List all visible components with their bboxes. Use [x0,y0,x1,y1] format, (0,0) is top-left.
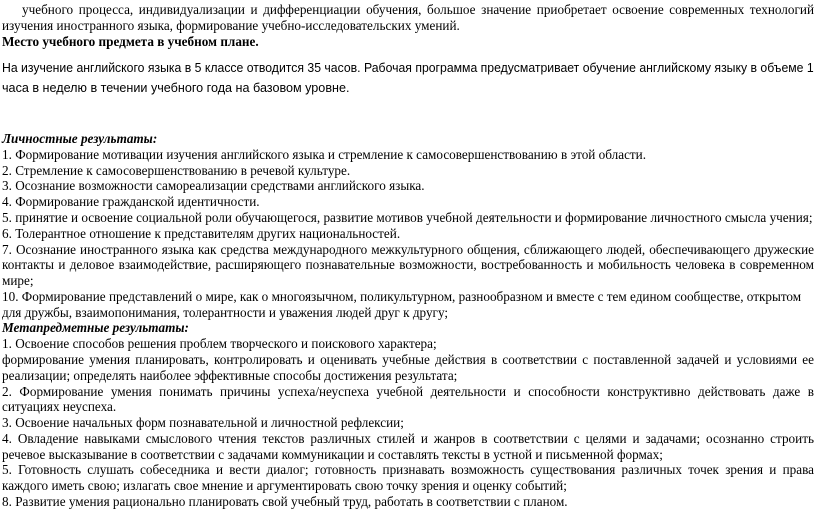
personal-item-4: 4. Формирование гражданской идентичности. [2,194,260,210]
intro-line-2: изучения иностранного языка, формирование учебно-исследовательских умений. [2,17,460,33]
personal-item-2: 2. Стремление к самосовершенствованию в речевой культуре. [2,162,351,178]
personal-item-10-line-1: 10. Формирование представлений о мире, как о многоязычном, поликультурном, разнообразном и вместе с тем едином сообществе, открытом [2,288,802,304]
place-text-line-2: часа в неделю в течении учебного года на базовом уровне. [2,81,350,95]
personal-item-5: 5. принятие и освоение социальной роли обучающегося, развитие мотивов учебной деятельности и формирование личностного смысла учения; [2,209,813,225]
place-heading: Место учебного предмета в учебном плане. [2,33,259,49]
personal-item-1: 1. Формирование мотивации изучения английского языка и стремление к самосовершенствованию в этой области. [2,146,647,162]
meta-results-heading: Метапредметные результаты: [2,320,189,336]
meta-item-1-planning-line-2: реализации; определять наиболее эффективные способы достижения результата; [2,367,458,383]
personal-item-10-line-2: для дружбы, взаимопонимания, толерантности и уважения людей друг к другу; [2,304,449,320]
meta-item-1-planning-line-1: формирование умения планировать, контролировать и оценивать учебные действия в соответствии с поставленной задачей и условиями ее [2,351,814,367]
meta-item-5-line-1: 5. Готовность слушать собеседника и вести диалог; готовность признавать возможность существования различных точек зрения и права [2,462,814,478]
meta-item-5-line-2: каждого иметь свою; излагать свое мнение и аргументировать свою точку зрения и оценку событий; [2,478,567,494]
personal-results-heading: Личностные результаты: [2,131,158,146]
meta-item-1: 1. Освоение способов решения проблем творческого и поискового характера; [2,336,437,352]
personal-item-3: 3. Осознание возможности самореализации средствами английского языка. [2,178,425,194]
meta-item-8: 8. Развитие умения рационально планировать свой учебный труд, работать в соответствии с планом. [2,494,568,509]
meta-item-2-line-1: 2. Формирование умения понимать причины успеха/неуспеха учебной деятельности и способности конструктивно действовать даже в [2,383,814,399]
personal-item-7-line-3: мире; [2,273,34,288]
meta-item-3: 3. Освоение начальных форм познавательной и личностной рефлексии; [2,415,404,431]
personal-item-7-line-2: контакты и деловое взаимодействие, расширяющего познавательные возможности, востребованность и мобильность человека в современном [2,257,814,273]
intro-line-1: учебного процесса, индивидуализации и дифференциации обучения, большое значение приобретает освоение современных технологий [22,1,814,17]
meta-item-4-line-2: речевое высказывание в соответствии с задачами коммуникации и составлять тексты в устной и письменной формах; [2,446,663,462]
personal-item-7-line-1: 7. Осознание иностранного языка как средства международного межкультурного общения, сближающего людей, обеспечивающего дружеские [2,241,814,257]
meta-item-4-line-1: 4. Овладение навыками смыслового чтения текстов различных стилей и жанров в соответствии с целями и задачами; осознанно строить [2,430,814,446]
personal-item-6: 6. Толерантное отношение к представителям других национальностей. [2,225,401,241]
meta-item-2-line-2: ситуациях неуспеха. [2,399,117,415]
place-text-line-1: На изучение английского языка в 5 классе отводится 35 часов. Рабочая программа предусматривает обучение английскому языку в объеме 1 [2,60,814,75]
